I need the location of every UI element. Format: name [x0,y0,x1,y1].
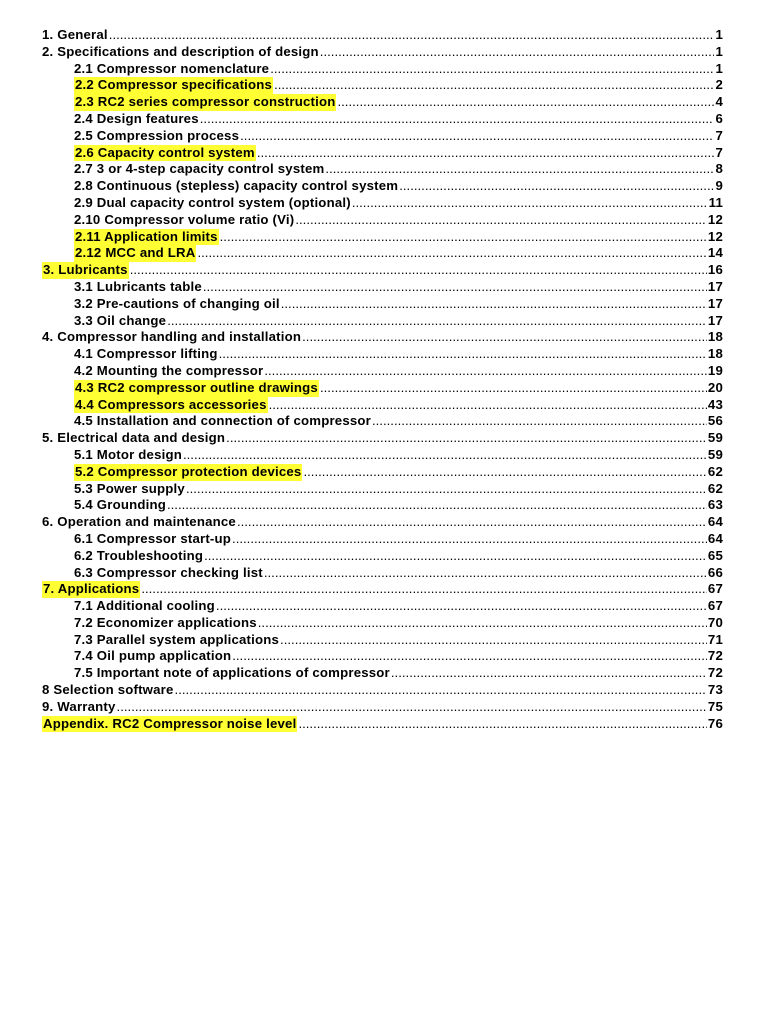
toc-entry-title: 9. Warranty [42,698,116,714]
toc-entry-title: 2.2 Compressor specifications [75,77,273,93]
toc-dot-leader [280,632,707,649]
toc-dot-leader [270,61,714,78]
toc-entry-title: 6.3 Compressor checking list [74,564,263,580]
toc-entry-title: 1. General [42,27,108,42]
toc-entry-page-number: 65 [707,547,723,563]
toc-entry-title: 6.1 Compressor start-up [74,530,232,546]
toc-entry-page-number: 18 [707,346,723,362]
toc-entry[interactable] [42,615,723,632]
toc-entry-title: 3.3 Oil change [74,312,167,328]
toc-dot-leader [216,598,707,615]
toc-entry[interactable] [42,27,723,44]
toc-dot-leader [167,497,707,514]
toc-dot-leader [264,565,707,582]
toc-entry-title: 7.1 Additional cooling [74,598,215,614]
toc-entry-page-number: 17 [707,312,723,328]
toc-dot-leader [258,615,707,632]
toc-entry-page-number: 7 [715,127,723,143]
toc-entry[interactable] [42,682,723,699]
toc-entry-title: 4.1 Compressor lifting [74,346,218,362]
toc-entry-page-number: 20 [707,379,723,395]
toc-entry-title: 7. Applications [43,581,140,597]
toc-entry-page-number: 16 [707,262,723,278]
toc-entry-page-number: 71 [707,631,723,647]
toc-entry[interactable] [42,598,723,615]
toc-dot-leader [320,44,714,61]
toc-entry-page-number: 72 [707,648,723,664]
toc-entry[interactable] [42,346,723,363]
toc-entry[interactable] [42,413,723,430]
toc-entry[interactable] [42,229,723,246]
toc-dot-leader [232,648,707,665]
toc-entry[interactable] [42,548,723,565]
toc-entry[interactable] [42,313,723,330]
toc-entry-page-number: 1 [715,27,723,42]
toc-entry-title: 4. Compressor handling and installation [42,329,302,345]
toc-dot-leader [352,195,708,212]
toc-entry-page-number: 7 [715,144,723,160]
toc-dot-leader [372,413,707,430]
toc-entry-title: 7.5 Important note of applications of compressor [74,665,390,681]
toc-entry-title: 2.1 Compressor nomenclature [74,60,270,76]
toc-dot-leader [274,77,714,94]
toc-entry-page-number: 64 [707,514,723,530]
toc-entry-title: 2.6 Capacity control system [75,144,255,160]
toc-dot-leader [203,279,707,296]
toc-entry-title: 3.1 Lubricants table [74,278,202,294]
toc-dot-leader [130,262,707,279]
toc-entry-page-number: 9 [715,178,723,194]
toc-dot-leader [219,346,707,363]
toc-entry[interactable] [42,447,723,464]
toc-entry-page-number: 62 [707,480,723,496]
toc-entry[interactable] [42,665,723,682]
toc-dot-leader [325,161,714,178]
toc-entry[interactable] [42,397,723,414]
toc-entry-page-number: 73 [707,682,723,698]
toc-entry[interactable] [42,111,723,128]
toc-entry[interactable] [42,565,723,582]
toc-entry[interactable] [42,94,723,111]
toc-entry-page-number: 11 [708,194,723,210]
toc-dot-leader [117,699,707,716]
toc-entry[interactable] [42,145,723,162]
toc-dot-leader [399,178,714,195]
toc-entry-page-number: 6 [715,110,723,126]
toc-entry-title: 5.2 Compressor protection devices [75,463,302,479]
toc-entry-page-number: 17 [707,295,723,311]
toc-dot-leader [200,111,714,128]
toc-entry-title: 6. Operation and maintenance [42,514,236,530]
toc-entry[interactable] [42,648,723,665]
toc-entry-page-number: 4 [715,94,723,110]
toc-dot-leader [167,313,707,330]
toc-entry-page-number: 14 [707,245,723,261]
toc-entry-title: 5.4 Grounding [74,497,166,513]
toc-entry-page-number: 70 [707,614,723,630]
toc-entry-title: 5. Electrical data and design [42,430,226,446]
toc-entry-page-number: 62 [707,463,723,479]
toc-entry-page-number: 75 [707,698,723,714]
toc-dot-leader [186,481,707,498]
toc-dot-leader [302,329,707,346]
toc-entry-title: 2.4 Design features [74,110,199,126]
toc-entry-page-number: 19 [707,362,723,378]
toc-entry[interactable] [42,716,723,733]
toc-entry-title: 2.7 3 or 4-step capacity control system [74,161,325,177]
table-of-contents [42,27,723,732]
toc-entry-page-number: 63 [707,497,723,513]
toc-entry-title: 4.2 Mounting the compressor [74,362,264,378]
toc-dot-leader [232,531,707,548]
toc-dot-leader [264,363,707,380]
toc-entry-page-number: 59 [707,446,723,462]
toc-entry[interactable] [42,699,723,716]
toc-entry-page-number: 17 [707,278,723,294]
toc-entry-title: Appendix. RC2 Compressor noise level [43,715,297,731]
toc-entry[interactable] [42,481,723,498]
toc-entry[interactable] [42,212,723,229]
toc-dot-leader [303,464,706,481]
toc-entry[interactable] [42,61,723,78]
toc-dot-leader [240,128,714,145]
toc-entry-page-number: 1 [715,60,723,76]
toc-entry[interactable] [42,128,723,145]
toc-entry-title: 2.11 Application limits [75,228,218,244]
toc-entry-page-number: 66 [707,564,723,580]
toc-entry[interactable] [42,531,723,548]
toc-entry[interactable] [42,380,723,397]
toc-entry-title: 7.4 Oil pump application [74,648,232,664]
toc-entry[interactable] [42,195,723,212]
toc-entry-title: 2.5 Compression process [74,127,240,143]
toc-dot-leader [269,397,707,414]
toc-entry[interactable] [42,632,723,649]
toc-dot-leader [281,296,707,313]
toc-entry[interactable] [42,363,723,380]
toc-dot-leader [298,716,706,733]
toc-entry-page-number: 2 [715,77,723,93]
toc-entry-title: 4.5 Installation and connection of compressor [74,413,371,429]
toc-entry[interactable] [42,44,723,61]
toc-dot-leader [226,430,707,447]
toc-entry[interactable] [42,161,723,178]
toc-entry-page-number: 59 [707,430,723,446]
toc-entry-page-number: 72 [707,665,723,681]
toc-entry-title: 4.4 Compressors accessories [75,396,267,412]
toc-entry-title: 2.8 Continuous (stepless) capacity control system [74,178,399,194]
toc-entry-title: 2.9 Dual capacity control system (optional) [74,194,351,210]
toc-entry-title: 7.2 Economizer applications [74,614,257,630]
toc-entry-page-number: 76 [707,715,723,731]
toc-dot-leader [175,682,707,699]
toc-entry-page-number: 1 [715,43,723,59]
toc-entry[interactable] [42,296,723,313]
toc-dot-leader [220,229,707,246]
toc-entry[interactable] [42,464,723,481]
toc-dot-leader [109,27,714,44]
toc-dot-leader [183,447,707,464]
toc-entry[interactable] [42,581,723,598]
toc-dot-leader [337,94,714,111]
toc-entry-page-number: 12 [707,228,723,244]
toc-entry-title: 6.2 Troubleshooting [74,547,204,563]
toc-entry-page-number: 18 [707,329,723,345]
toc-dot-leader [204,548,707,565]
toc-dot-leader [197,245,706,262]
toc-entry-title: 2.3 RC2 series compressor construction [75,94,336,110]
toc-entry-page-number: 67 [707,598,723,614]
toc-entry[interactable] [42,245,723,262]
toc-entry[interactable] [42,430,723,447]
toc-entry[interactable] [42,262,723,279]
toc-entry-page-number: 12 [707,211,723,227]
toc-entry-page-number: 67 [707,581,723,597]
toc-dot-leader [295,212,707,229]
toc-dot-leader [141,581,707,598]
toc-entry-title: 2.10 Compressor volume ratio (Vi) [74,211,295,227]
toc-entry-title: 8 Selection software [42,682,174,698]
toc-entry-title: 2.12 MCC and LRA [75,245,196,261]
toc-entry[interactable] [42,329,723,346]
toc-entry-title: 3.2 Pre-cautions of changing oil [74,295,280,311]
toc-entry[interactable] [42,77,723,94]
toc-entry[interactable] [42,279,723,296]
toc-entry-title: 4.3 RC2 compressor outline drawings [75,379,318,395]
toc-entry-title: 2. Specifications and description of design [42,43,319,59]
toc-dot-leader [237,514,707,531]
toc-dot-leader [391,665,707,682]
toc-dot-leader [320,380,707,397]
toc-entry[interactable] [42,514,723,531]
toc-entry-page-number: 64 [707,530,723,546]
toc-entry[interactable] [42,178,723,195]
toc-entry-title: 5.3 Power supply [74,480,185,496]
toc-entry-title: 3. Lubricants [43,262,128,278]
toc-entry-page-number: 56 [707,413,723,429]
toc-entry-page-number: 8 [715,161,723,177]
toc-entry-title: 7.3 Parallel system applications [74,631,280,647]
toc-dot-leader [257,145,714,162]
toc-entry-title: 5.1 Motor design [74,446,182,462]
toc-entry[interactable] [42,497,723,514]
toc-entry-page-number: 43 [707,396,723,412]
